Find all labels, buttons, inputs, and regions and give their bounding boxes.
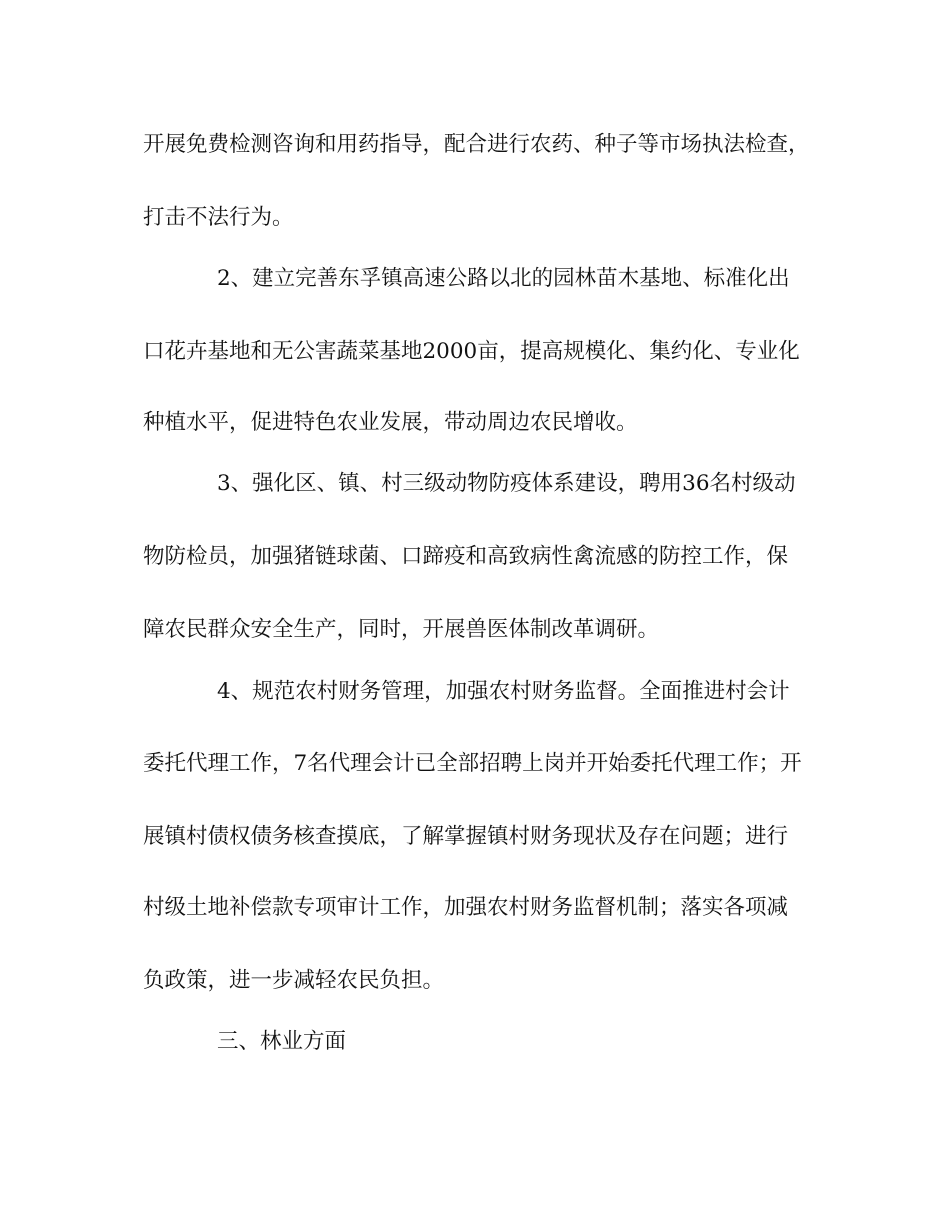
text-line-11: 展镇村债权债务核查摸底，了解掌握镇村财务现状及存在问题；进行 — [143, 824, 789, 849]
text-line-2: 打击不法行为。 — [143, 205, 294, 230]
text-line-10: 委托代理工作，7名代理会计已全部招聘上岗并开始委托代理工作；开 — [143, 751, 802, 776]
text-line-13: 负政策，进一步减轻农民负担。 — [143, 968, 445, 993]
text-line-7: 物防检员，加强猪链球菌、口蹄疫和高致病性禽流感的防控工作，保 — [143, 544, 789, 569]
text-line-9-paragraph-4: 4、规范农村财务管理，加强农村财务监督。全面推进村会计 — [217, 679, 790, 704]
text-line-6-paragraph-3: 3、强化区、镇、村三级动物防疫体系建设，聘用36名村级动 — [217, 471, 796, 496]
text-line-3-paragraph-2: 2、建立完善东孚镇高速公路以北的园林苗木基地、标准化出 — [217, 266, 790, 291]
text-line-1: 开展免费检测咨询和用药指导，配合进行农药、种子等市场执法检查， — [143, 132, 810, 157]
text-line-8: 障农民群众安全生产，同时，开展兽医体制改革调研。 — [143, 617, 660, 642]
section-heading-forestry: 三、林业方面 — [217, 1029, 347, 1054]
text-line-5: 种植水平，促进特色农业发展，带动周边农民增收。 — [143, 410, 638, 435]
text-line-4: 口花卉基地和无公害蔬菜基地2000亩，提高规模化、集约化、专业化 — [143, 339, 800, 364]
text-line-12: 村级土地补偿款专项审计工作，加强农村财务监督机制；落实各项减 — [143, 895, 789, 920]
